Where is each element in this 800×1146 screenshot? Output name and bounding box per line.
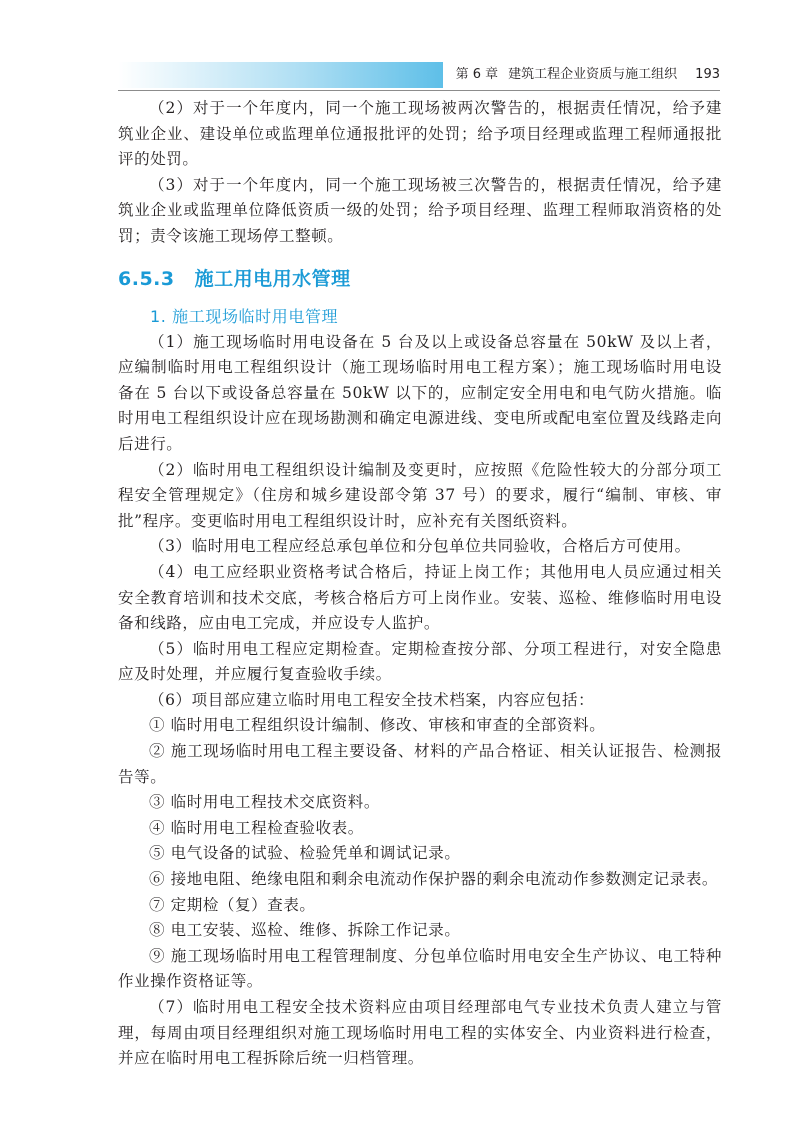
paragraph: （3）对于一个年度内，同一个施工现场被三次警告的，根据责任情况，给予建筑业企业或监理单位降低资质一级的处罚；给予项目经理、监理工程师取消资格的处罚；责令该施工现场停工整顿。: [118, 175, 722, 245]
list-item: （5）临时用电工程应定期检查。定期检查按分部、分项工程进行，对安全隐患应及时处理，并应履行复查验收手续。: [118, 639, 722, 684]
list-item: （4）电工应经职业资格考试合格后，持证上岗工作；其他用电人员应通过相关安全教育培训和技术交底，考核合格后方可上岗作业。安装、巡检、维修临时用电设备和线路，应由电工完成，并应设专人监护。: [118, 562, 722, 633]
list-item: （6）项目部应建立临时用电工程安全技术档案，内容应包括：: [149, 690, 595, 709]
section-heading: [118, 264, 722, 294]
list-item: ⑤ 电气设备的试验、检验凭单和调试记录。: [149, 844, 461, 863]
list-item: ⑧ 电工安装、巡检、维修、拆除工作记录。: [149, 921, 461, 940]
body-text: [118, 96, 722, 1072]
header-chapter: 第 6 章: [455, 67, 499, 82]
list-item: ⑦ 定期检（复）查表。: [149, 895, 316, 914]
list-item: ② 施工现场临时用电工程主要设备、材料的产品合格证、相关认证报告、检测报告等。: [118, 742, 722, 786]
list-item: ④ 临时用电工程检查验收表。: [149, 818, 364, 837]
section-number: 6.5.3: [118, 267, 175, 290]
list-item: （3）临时用电工程应经总承包单位和分包单位共同验收，合格后方可使用。: [149, 537, 691, 556]
list-item: （1）施工现场临时用电设备在 5 台及以上或设备总容量在 50kW 及以上者，应编制临时用电工程组织设计（施工现场临时用电工程方案）；施工现场临时用电设备在 5 台以下或设备总容量在 50kW 以下的，应制定安全用电和电气防火措施。临时用电工程组织设计应在现场勘测和确定电源进线、变电所或配电室位置及线路走向后进行。: [118, 332, 722, 453]
running-header: [118, 60, 720, 90]
section-title: 施工用电用水管理: [194, 267, 351, 290]
header-accent-bar: [118, 62, 443, 88]
paragraph: （2）对于一个年度内，同一个施工现场被两次警告的，根据责任情况，给予建筑业企业、建设单位或监理单位通报批评的处罚；给予项目经理或监理工程师通报批评的处罚。: [118, 99, 722, 169]
list-item: ⑥ 接地电阻、绝缘电阻和剩余电流动作保护器的剩余电流动作参数测定记录表。: [149, 870, 719, 889]
list-item: ③ 临时用电工程技术交底资料。: [149, 793, 380, 812]
header-text: [456, 64, 720, 86]
list-item: ① 临时用电工程组织设计编制、修改、审核和审查的全部资料。: [149, 716, 606, 735]
header-rule: [118, 90, 720, 91]
list-item: ⑨ 施工现场临时用电工程管理制度、分包单位临时用电安全生产协议、电工特种作业操作资格证等。: [118, 946, 722, 991]
subsection-heading: 1. 施工现场临时用电管理: [150, 306, 339, 326]
page-number: 193: [695, 67, 720, 82]
list-item: （7）临时用电工程安全技术资料应由项目经理部电气专业技术负责人建立与管理，每周由项目经理组织对施工现场临时用电工程的实体安全、内业资料进行检查，并应在临时用电工程拆除后统一归档管理。: [118, 998, 722, 1068]
list-item: （2）临时用电工程组织设计编制及变更时，应按照《危险性较大的分部分项工程安全管理规定》（住房和城乡建设部令第 37 号）的要求，履行“编制、审核、审批”程序。变更临时用电工程组织设计时，应补充有关图纸资料。: [118, 460, 722, 530]
header-title: 建筑工程企业资质与施工组织: [508, 67, 678, 82]
